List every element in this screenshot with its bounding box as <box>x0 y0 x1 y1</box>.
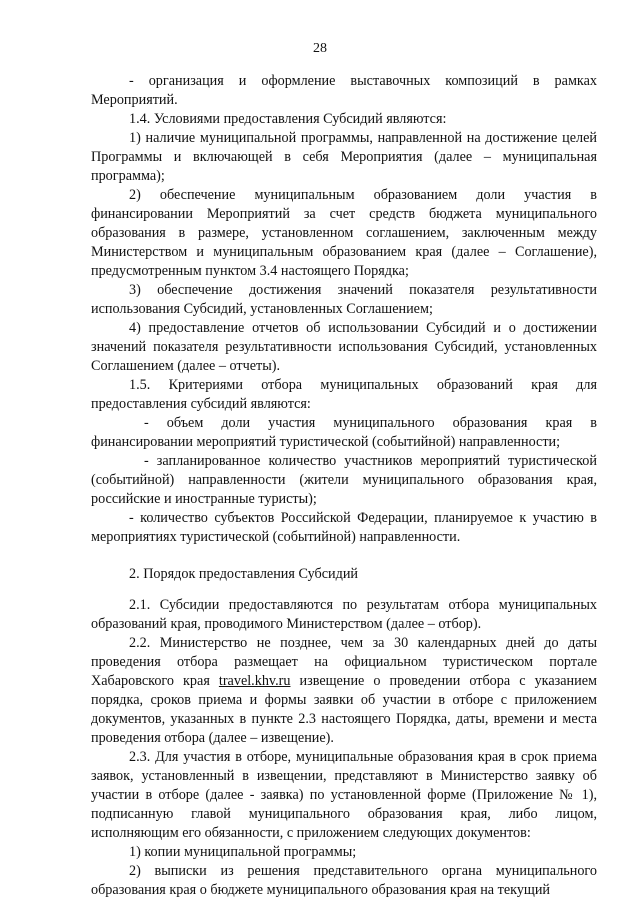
paragraph-condition-4: 4) предоставление отчетов об использовании Субсидий и о достижении значений показателя результативности использования Субсидий, установленных Соглашением (далее – отчеты). <box>91 320 597 374</box>
paragraph-condition-2: 2) обеспечение муниципальным образованием доли участия в финансировании Мероприятий за счет средств бюджета муниципального образования в размере, установленном соглашением, заключенным между Министерством и муниципальным образованием края (далее – Соглашение), предусмотренным пунктом 3.4 настоящего Порядка; <box>91 187 597 279</box>
page-number: 28 <box>313 41 327 56</box>
section-heading: 2. Порядок предоставления Субсидий <box>129 566 359 582</box>
paragraph-2-3: 2.3. Для участия в отборе, муниципальные образования края в срок приема заявок, установленный в извещении, представляют в Министерство заявку об участии в отборе (далее - заявка) по установленной форме (Приложение № 1), подписанную главой муниципального образования края, либо лицом, исполняющим его обязанности, с приложением следующих документов: <box>91 749 597 841</box>
paragraph-2-1: 2.1. Субсидии предоставляются по результатам отбора муниципальных образований края, проводимого Министерством (далее – отбор). <box>91 597 597 632</box>
paragraph-criterion-participants: - запланированное количество участников мероприятий туристической (событийной) направленности (жители муниципального образования края, российские и иностранные туристы); <box>91 453 597 507</box>
paragraph-2-2 <box>91 634 597 748</box>
paragraph-1-5-criteria: 1.5. Критериями отбора муниципальных образований края для предоставления субсидий являются: <box>91 377 597 412</box>
paragraph-criterion-share: - объем доли участия муниципального образования края в финансировании мероприятий туристической (событийной) направленности; <box>91 415 597 450</box>
paragraph-1-4-conditions: 1.4. Условиями предоставления Субсидий являются: <box>129 111 447 127</box>
paragraph-2-2-text-before: 2.2. Министерство не позднее, чем за 30 календарных дней до даты проведения отбора размещает на официальном туристическом портале Хабаровского края <box>91 635 597 689</box>
paragraph-criterion-regions: - количество субъектов Российской Федерации, планируемое к участию в мероприятиях туристической (событийной) направленности. <box>91 510 597 545</box>
paragraph-document-2: 2) выписки из решения представительного органа муниципального образования края о бюджете муниципального образования края на текущий <box>91 863 597 898</box>
paragraph-2-2-text-after: извещение о проведении отбора с указанием порядка, сроков приема и формы заявки об участии в отборе с приложением документов, указанных в пункте 2.3 настоящего Порядка, даты, времени и места проведения отбора (далее – извещение). <box>91 673 597 746</box>
paragraph-condition-1: 1) наличие муниципальной программы, направленной на достижение целей Программы и включающей в себя Мероприятия (далее – муниципальная программа); <box>91 130 597 184</box>
document-body <box>91 72 597 900</box>
paragraph-condition-3: 3) обеспечение достижения значений показателя результативности использования Субсидий, установленных Соглашением; <box>91 282 597 317</box>
paragraph-document-1: 1) копии муниципальной программы; <box>129 844 357 860</box>
paragraph-exhibition-compositions: - организация и оформление выставочных композиций в рамках Мероприятий. <box>91 73 597 108</box>
portal-link[interactable]: travel.khv.ru <box>218 673 291 689</box>
